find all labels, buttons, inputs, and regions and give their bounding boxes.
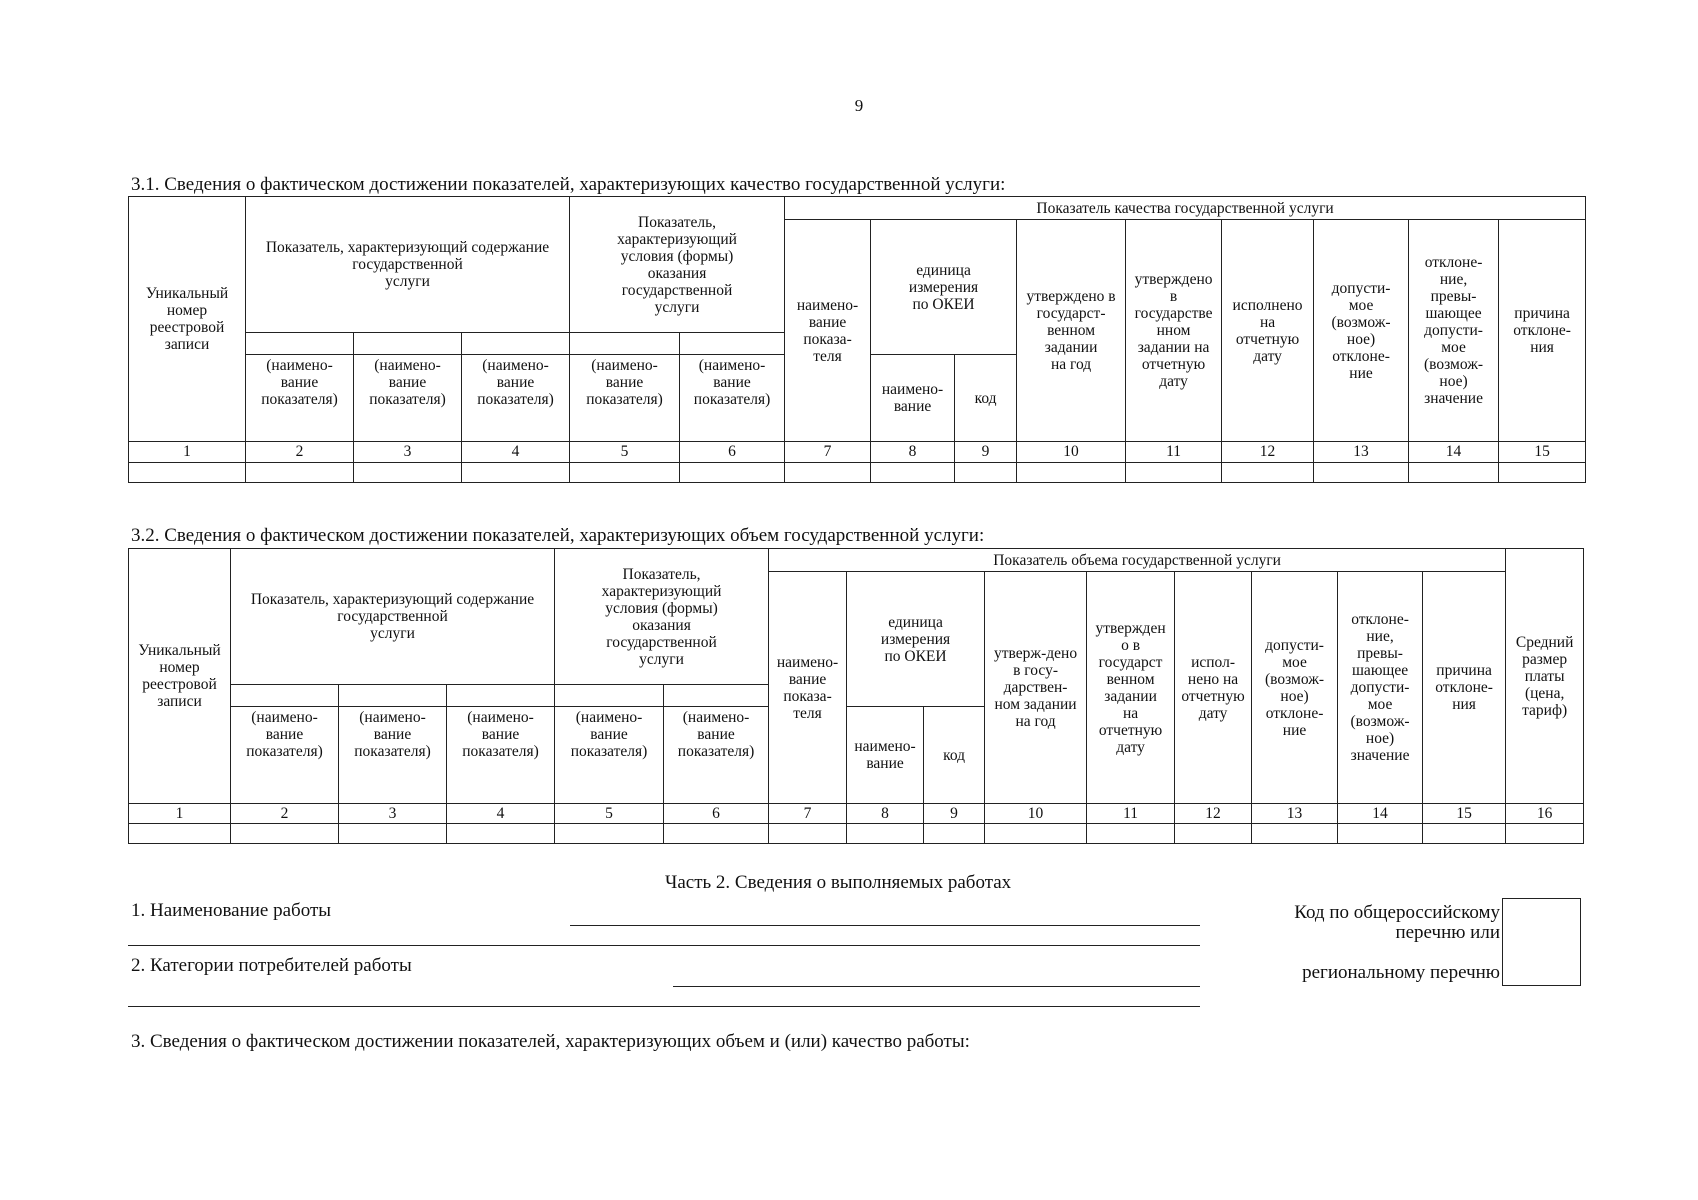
column-number: 9: [955, 442, 1017, 463]
data-cell[interactable]: [1314, 463, 1409, 483]
column-number: 9: [924, 804, 985, 824]
column-number: 2: [246, 442, 354, 463]
sub-indicator-name: (наимено- вание показателя): [664, 707, 769, 804]
unit-name-header: наимено- вание: [847, 707, 924, 804]
data-cell[interactable]: [1423, 824, 1506, 844]
column-number: 5: [570, 442, 680, 463]
data-cell[interactable]: [1409, 463, 1499, 483]
empty-cell: [354, 333, 462, 355]
empty-cell: [231, 685, 339, 707]
column-number: 7: [769, 804, 847, 824]
column-number: 15: [1499, 442, 1586, 463]
sub-indicator-name: (наимено- вание показателя): [555, 707, 664, 804]
data-cell[interactable]: [1252, 824, 1338, 844]
part-2-heading: Часть 2. Сведения о выполняемых работах: [665, 872, 1012, 893]
data-cell[interactable]: [129, 463, 246, 483]
data-cell[interactable]: [985, 824, 1087, 844]
empty-cell: [570, 333, 680, 355]
empty-cell: [555, 685, 664, 707]
data-cell[interactable]: [769, 824, 847, 844]
data-cell[interactable]: [129, 824, 231, 844]
conditions-indicator-header: Показатель, характеризующий условия (формы) оказания государственной услуги: [555, 549, 769, 685]
code-label-line-3: региональному перечню: [1302, 962, 1500, 983]
unique-record-number-header: Уникальный номер реестровой записи: [129, 197, 246, 442]
sub-indicator-name: (наимено- вание показателя): [231, 707, 339, 804]
indicator-name-header: наимено- вание показа- теля: [769, 572, 847, 804]
table-row: [129, 824, 1584, 844]
sub-indicator-name: (наимено- вание показателя): [339, 707, 447, 804]
data-cell[interactable]: [871, 463, 955, 483]
average-fee-header: Средний размер платы (цена, тариф): [1506, 549, 1584, 804]
executed-header: испол- нено на отчетную дату: [1175, 572, 1252, 804]
column-number: 14: [1409, 442, 1499, 463]
unit-code-header: код: [924, 707, 985, 804]
data-cell[interactable]: [924, 824, 985, 844]
work-name-field[interactable]: [570, 925, 1200, 926]
approved-year-header: утверж-дено в госу- дарствен- ном задании на год: [985, 572, 1087, 804]
column-number: 7: [785, 442, 871, 463]
column-number: 14: [1338, 804, 1423, 824]
column-number: 8: [871, 442, 955, 463]
unique-record-number-header: Уникальный номер реестровой записи: [129, 549, 231, 804]
approved-date-header: утвержден о в государст венном задании на отчетную дату: [1087, 572, 1175, 804]
column-number: 3: [354, 442, 462, 463]
sub-indicator-name: (наимено- вание показателя): [447, 707, 555, 804]
column-number: 11: [1126, 442, 1222, 463]
column-number: 5: [555, 804, 664, 824]
data-cell[interactable]: [447, 824, 555, 844]
data-cell[interactable]: [246, 463, 354, 483]
column-number: 15: [1423, 804, 1506, 824]
column-number: 8: [847, 804, 924, 824]
exceeding-deviation-header: отклоне- ние, превы- шающее допусти- мое (возмож- ное) значение: [1338, 572, 1423, 804]
data-cell[interactable]: [1222, 463, 1314, 483]
okei-unit-header: единица измерения по ОКЕИ: [847, 572, 985, 707]
table-row: [129, 463, 1586, 483]
code-label-line-2: перечню или: [1395, 922, 1500, 943]
data-cell[interactable]: [1499, 463, 1586, 483]
data-cell[interactable]: [555, 824, 664, 844]
data-cell[interactable]: [955, 463, 1017, 483]
deviation-reason-header: причина отклоне- ния: [1423, 572, 1506, 804]
approved-year-header: утверждено в государст- венном задании на год: [1017, 220, 1126, 442]
sub-indicator-name: (наимено- вание показателя): [570, 355, 680, 442]
volume-indicators-table: [128, 548, 1584, 844]
column-number: 2: [231, 804, 339, 824]
column-number: 12: [1175, 804, 1252, 824]
column-number: 13: [1252, 804, 1338, 824]
data-cell[interactable]: [1175, 824, 1252, 844]
page-number: 9: [854, 96, 864, 115]
executed-header: исполнено на отчетную дату: [1222, 220, 1314, 442]
conditions-indicator-header: Показатель, характеризующий условия (формы) оказания государственной услуги: [570, 197, 785, 333]
allowed-deviation-header: допусти- мое (возмож- ное) отклоне- ние: [1314, 220, 1409, 442]
unit-name-header: наимено- вание: [871, 355, 955, 442]
consumers-field[interactable]: [673, 986, 1200, 987]
quality-indicators-table: [128, 196, 1586, 483]
section-3-work-title: 3. Сведения о фактическом достижении показателей, характеризующих объем и (или) качество работы:: [131, 1031, 970, 1052]
column-number: 1: [129, 442, 246, 463]
consumers-label: 2. Категории потребителей работы: [131, 955, 412, 976]
sub-indicator-name: (наимено- вание показателя): [246, 355, 354, 442]
empty-cell: [462, 333, 570, 355]
column-number: 11: [1087, 804, 1175, 824]
consumers-field-line-2[interactable]: [128, 1006, 1200, 1007]
exceeding-deviation-header: отклоне- ние, превы- шающее допусти- мое (возмож- ное) значение: [1409, 220, 1499, 442]
data-cell[interactable]: [462, 463, 570, 483]
data-cell[interactable]: [339, 824, 447, 844]
code-label-line-1: Код по общероссийскому: [1294, 902, 1500, 923]
data-cell[interactable]: [664, 824, 769, 844]
volume-indicator-group-header: Показатель объема государственной услуги: [769, 549, 1506, 572]
data-cell[interactable]: [785, 463, 871, 483]
empty-cell: [447, 685, 555, 707]
work-name-field-line-2[interactable]: [128, 945, 1200, 946]
data-cell[interactable]: [1017, 463, 1126, 483]
data-cell[interactable]: [847, 824, 924, 844]
approved-date-header: утверждено в государстве нном задании на отчетную дату: [1126, 220, 1222, 442]
column-number: 6: [680, 442, 785, 463]
column-number: 4: [462, 442, 570, 463]
indicator-name-header: наимено- вание показа- теля: [785, 220, 871, 442]
work-name-label: 1. Наименование работы: [131, 900, 332, 921]
data-cell[interactable]: [1087, 824, 1175, 844]
quality-indicator-group-header: Показатель качества государственной услуги: [785, 197, 1586, 220]
sub-indicator-name: (наимено- вание показателя): [462, 355, 570, 442]
sub-indicator-name: (наимено- вание показателя): [680, 355, 785, 442]
empty-cell: [664, 685, 769, 707]
content-indicator-header: Показатель, характеризующий содержание государственной услуги: [246, 197, 570, 333]
data-cell[interactable]: [570, 463, 680, 483]
column-number: 3: [339, 804, 447, 824]
okei-unit-header: единица измерения по ОКЕИ: [871, 220, 1017, 355]
deviation-reason-header: причина отклоне- ния: [1499, 220, 1586, 442]
column-number: 4: [447, 804, 555, 824]
column-number: 10: [985, 804, 1087, 824]
section-3-2-title: 3.2. Сведения о фактическом достижении показателей, характеризующих объем государственной услуги:: [131, 525, 985, 546]
sub-indicator-name: (наимено- вание показателя): [354, 355, 462, 442]
data-cell[interactable]: [1338, 824, 1423, 844]
column-number: 12: [1222, 442, 1314, 463]
column-number: 13: [1314, 442, 1409, 463]
registry-code-box[interactable]: [1502, 898, 1581, 986]
content-indicator-header: Показатель, характеризующий содержание государственной услуги: [231, 549, 555, 685]
empty-cell: [246, 333, 354, 355]
column-number: 1: [129, 804, 231, 824]
data-cell[interactable]: [1126, 463, 1222, 483]
column-number: 6: [664, 804, 769, 824]
empty-cell: [339, 685, 447, 707]
empty-cell: [680, 333, 785, 355]
column-number: 10: [1017, 442, 1126, 463]
data-cell[interactable]: [1506, 824, 1584, 844]
allowed-deviation-header: допусти- мое (возмож- ное) отклоне- ние: [1252, 572, 1338, 804]
data-cell[interactable]: [231, 824, 339, 844]
column-number: 16: [1506, 804, 1584, 824]
data-cell[interactable]: [680, 463, 785, 483]
data-cell[interactable]: [354, 463, 462, 483]
unit-code-header: код: [955, 355, 1017, 442]
section-3-1-title: 3.1. Сведения о фактическом достижении показателей, характеризующих качество государственной услуги:: [131, 174, 1006, 195]
